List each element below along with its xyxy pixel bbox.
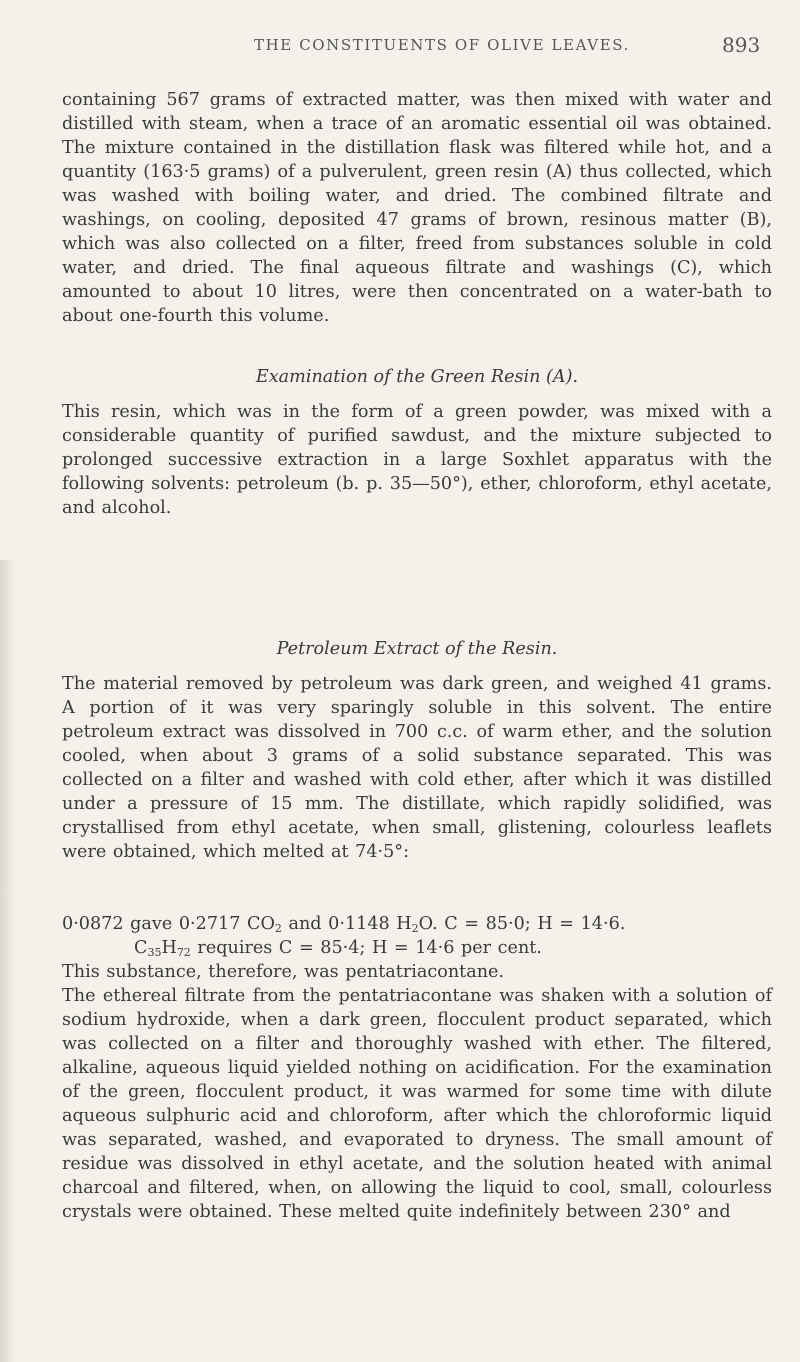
paragraph-ethereal-filtrate <box>62 984 772 1224</box>
analysis-results <box>62 912 772 984</box>
paragraph-petroleum-material <box>62 672 772 864</box>
section-heading-green-resin <box>62 367 772 387</box>
paragraph-4: This substance, therefore, was pentatriacontane. <box>62 962 505 982</box>
paragraph-3: The material removed by petroleum was dark green, and weighed 41 grams. A portion of it was very sparingly soluble in this solvent. The entire petroleum extract was dissolved in 700 c.c. of warm ether, and the solution cooled, when about 3 grams of a solid substance separated. This was collected on a filter and washed with cold ether, after which it was distilled under a pressure of 15 mm. The distillate, which rapidly solidified, was crystallised from ethyl acetate, when small, glistening, colourless leaflets were obtained, which melted at 74·5°: <box>62 674 772 862</box>
paragraph-resin-extraction <box>62 400 772 520</box>
paragraph-distillation <box>62 88 772 328</box>
page-number: 893 <box>722 33 761 57</box>
paragraph-2: This resin, which was in the form of a green powder, was mixed with a considerable quantity of purified sawdust, and the mixture subjected to prolonged successive extraction in a large Soxhlet apparatus with the following solvents: petroleum (b. p. 35—50°), ether, chloroform, ethyl acetate, and alcohol. <box>62 402 772 518</box>
paragraph-5: The ethereal filtrate from the pentatriacontane was shaken with a solution of sodium hydroxide, when a dark green, flocculent product separated, which was collected on a filter and thoroughly washed with ether. The filtered, alkaline, aqueous liquid yielded nothing on acidification. For the examination of the green, flocculent product, it was warmed for some time with dilute aqueous sulphuric acid and chloroform, after which the chloroformic liquid was separated, washed, and evaporated to dryness. The small amount of residue was dissolved in ethyl acetate, and the solution heated with animal charcoal and filtered, when, on allowing the liquid to cool, small, colourless crystals were obtained. These melted quite indefinitely between 230° and <box>62 986 772 1222</box>
heading-petroleum-extract: Petroleum Extract of the Resin. <box>276 639 558 659</box>
page-header <box>0 33 800 66</box>
analysis-line: 0·0872 gave 0·2717 $CO_2$ and 0·1148 $H_2O$. C = 85·0; H = 14·6. <box>62 914 626 935</box>
paragraph-1: containing 567 grams of extracted matter, was then mixed with water and distilled with steam, when a trace of an aromatic essential oil was obtained. The mixture contained in the distillation flask was filtered while hot, and a quantity (163·5 grams) of a pulverulent, green resin (A) thus collected, which was washed with boiling water, and dried. The combined filtrate and washings, on cooling, deposited 47 grams of brown, resinous matter (B), which was also collected on a filter, freed from substances soluble in cold water, and dried. The final aqueous filtrate and washings (C), which amounted to about 10 litres, were then concentrated on a water-bath to about one-fourth this volume. <box>62 90 772 326</box>
page-gutter-shadow <box>0 560 16 1362</box>
heading-examination-green-resin: Examination of the Green Resin (A). <box>255 367 579 387</box>
requires-line: $C_{35}H_{72}$ requires C = 85·4; H = 14·6 per cent. <box>134 938 542 959</box>
running-head: THE CONSTITUENTS OF OLIVE LEAVES. <box>254 36 630 54</box>
section-heading-petroleum-extract <box>62 639 772 659</box>
